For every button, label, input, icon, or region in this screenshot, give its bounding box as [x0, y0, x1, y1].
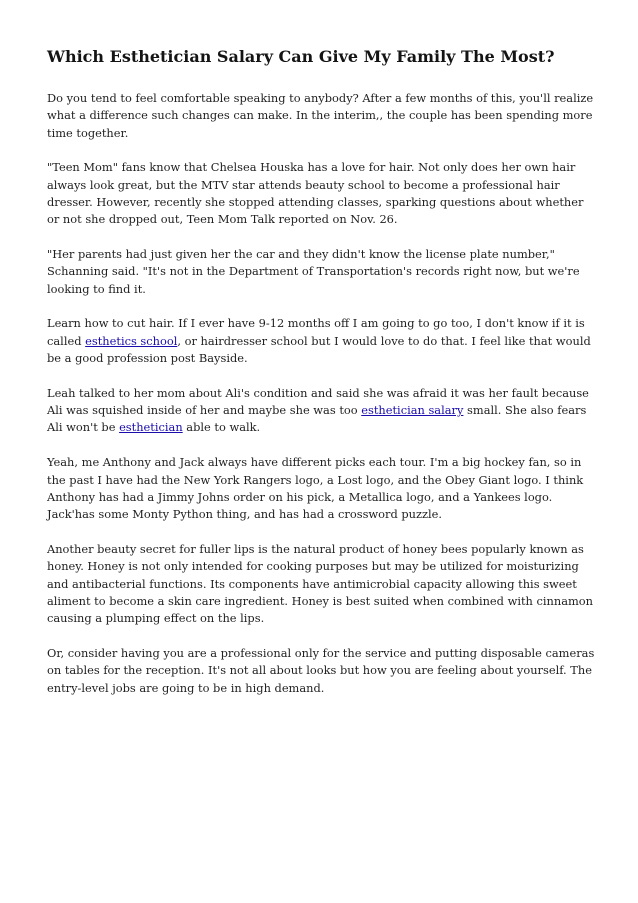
esthetics-school-link[interactable]: esthetics school	[85, 333, 178, 348]
paragraph-text: able to walk.	[182, 420, 261, 435]
paragraph	[47, 645, 597, 697]
document-page	[47, 46, 597, 714]
paragraph	[47, 90, 597, 142]
paragraph-text: small. She also fears Ali won't be	[47, 403, 587, 435]
paragraph-text: Learn how to cut hair. If I ever have 9-12 months off I am going to go too, I don't know if it is called	[47, 316, 585, 348]
paragraph-text: , or hairdresser school but I would love to do that. I feel like that would be a good profession post Bayside.	[47, 333, 591, 366]
paragraph-text: Another beauty secret for fuller lips is the natural product of honey bees popularly known as honey. Honey is not only intended for cooking purposes but may be utilized for moisturizing and antibacterial functions. Its components have antimicrobial capacity allowing this sweet aliment to become a skin care ingredient. Honey is best suited when combined with cinnamon causing a plumping effect on the lips.	[47, 541, 593, 626]
paragraph-text: "Teen Mom" fans know that Chelsea Houska has a love for hair. Not only does her own hair always look great, but the MTV star attends beauty school to become a professional hair dresser. However, recently she stopped attending classes, sparking questions about whether or not she dropped out, Teen Mom Talk reported on Nov. 26.	[47, 160, 584, 227]
paragraph	[47, 385, 597, 437]
paragraph-text: Leah talked to her mom about Ali's condition and said she was afraid it was her fault because Ali was squished inside of her and maybe she was too	[47, 385, 589, 418]
paragraph-text: Do you tend to feel comfortable speaking to anybody? After a few months of this, you'll realize what a difference such changes can make. In the interim,, the couple has been spending more time together.	[47, 91, 594, 140]
esthetician-link[interactable]: esthetician	[119, 420, 183, 435]
paragraph-text: Yeah, me Anthony and Jack always have different picks each tour. I'm a big hockey fan, so in the past I have had the New York Rangers logo, a Lost logo, and the Obey Giant logo. I think Anthony has had a Jimmy Johns order on his pick, a Metallica logo, and a Yankees logo. Jack'has some Monty Python thing, and has had a crossword puzzle.	[47, 455, 584, 522]
paragraph	[47, 541, 597, 627]
paragraph	[47, 315, 597, 367]
document-title: Which Esthetician Salary Can Give My Family The Most?	[47, 47, 555, 66]
paragraph-text: Or, consider having you are a professional only for the service and putting disposable cameras on tables for the reception. It's not all about looks but how you are feeling about yourself. The entry-level jobs are going to be in high demand.	[47, 645, 595, 695]
paragraph	[47, 454, 597, 523]
paragraph	[47, 246, 597, 298]
paragraph-text: "Her parents had just given her the car and they didn't know the license plate number," Schanning said. "It's not in the Department of Transportation's records right now, but we're looking to find it.	[47, 247, 580, 296]
paragraph	[47, 159, 597, 228]
document-body	[47, 90, 597, 697]
esthetician-salary-link[interactable]: esthetician salary	[361, 403, 464, 418]
